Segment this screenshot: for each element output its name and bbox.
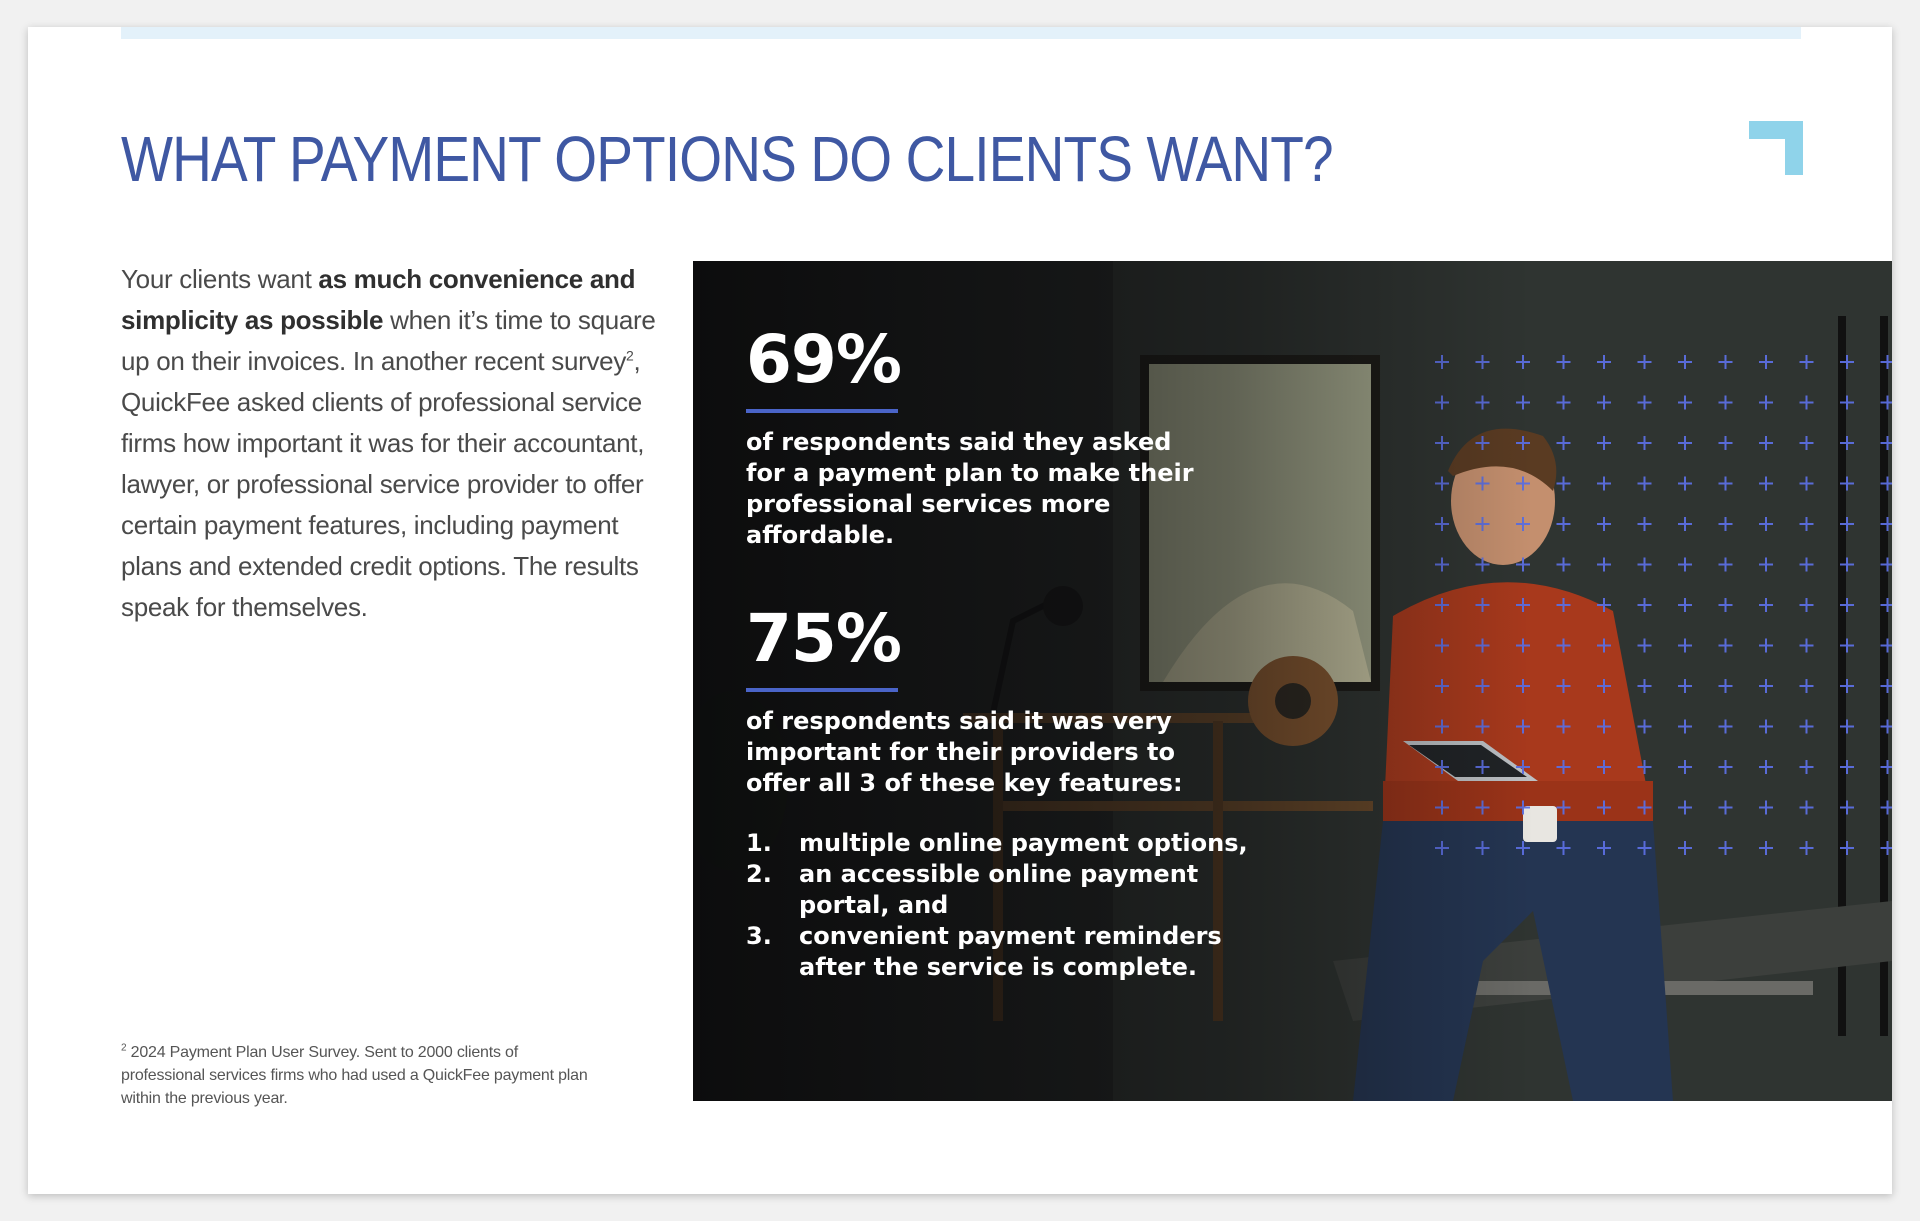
intro-after-emphasis: when it’s time to square up on their invoices. In another recent survey [121, 305, 656, 376]
list-item-text: multiple online payment options, [799, 829, 1248, 857]
intro-paragraph [121, 259, 681, 628]
list-item-number: 2. [746, 860, 772, 888]
list-item-text: an accessible online payment portal, and [799, 860, 1199, 919]
footnote-marker: 2 [121, 1042, 127, 1054]
top-accent-bar [121, 27, 1801, 39]
list-item-text: convenient payment reminders after the service is complete. [799, 922, 1222, 981]
list-item-number: 3. [746, 922, 772, 950]
page-title: WHAT PAYMENT OPTIONS DO CLIENTS WANT? [121, 123, 1333, 195]
stat-block-1 [746, 321, 1216, 551]
stat-description: of respondents said they asked for a payment plan to make their professional services more affordable. [746, 428, 1194, 549]
intro-rest: , QuickFee asked clients of professional service firms how important it was for their accountant, lawyer, or professional service provider to offer certain payment features, including payment plans and extended credit options. The results speak for themselves. [121, 346, 645, 622]
list-item-number: 1. [746, 829, 772, 857]
corner-bracket-icon [1749, 121, 1803, 175]
footnote-reference: 2 [626, 347, 634, 364]
document-page [28, 27, 1892, 1194]
list-item [746, 859, 1266, 921]
stat-block-2 [746, 600, 1216, 799]
stat-description: of respondents said it was very important for their providers to offer all 3 of these key features: [746, 707, 1183, 797]
footnote-text: 2024 Payment Plan User Survey. Sent to 2000 clients of professional services firms who had used a QuickFee payment plan within the previous year. [121, 1044, 588, 1107]
list-item [746, 828, 1266, 859]
intro-lead: Your clients want [121, 264, 319, 294]
survey-footnote [121, 1041, 591, 1110]
stat-divider [746, 409, 898, 413]
stats-photo-panel [693, 261, 1892, 1101]
stat-value: 75% [746, 600, 901, 677]
intro-emphasis: as much convenience and simplicity as possible [121, 264, 636, 335]
stat-value: 69% [746, 321, 901, 398]
stat-divider [746, 688, 898, 692]
list-item [746, 921, 1266, 983]
key-features-list [746, 828, 1266, 983]
